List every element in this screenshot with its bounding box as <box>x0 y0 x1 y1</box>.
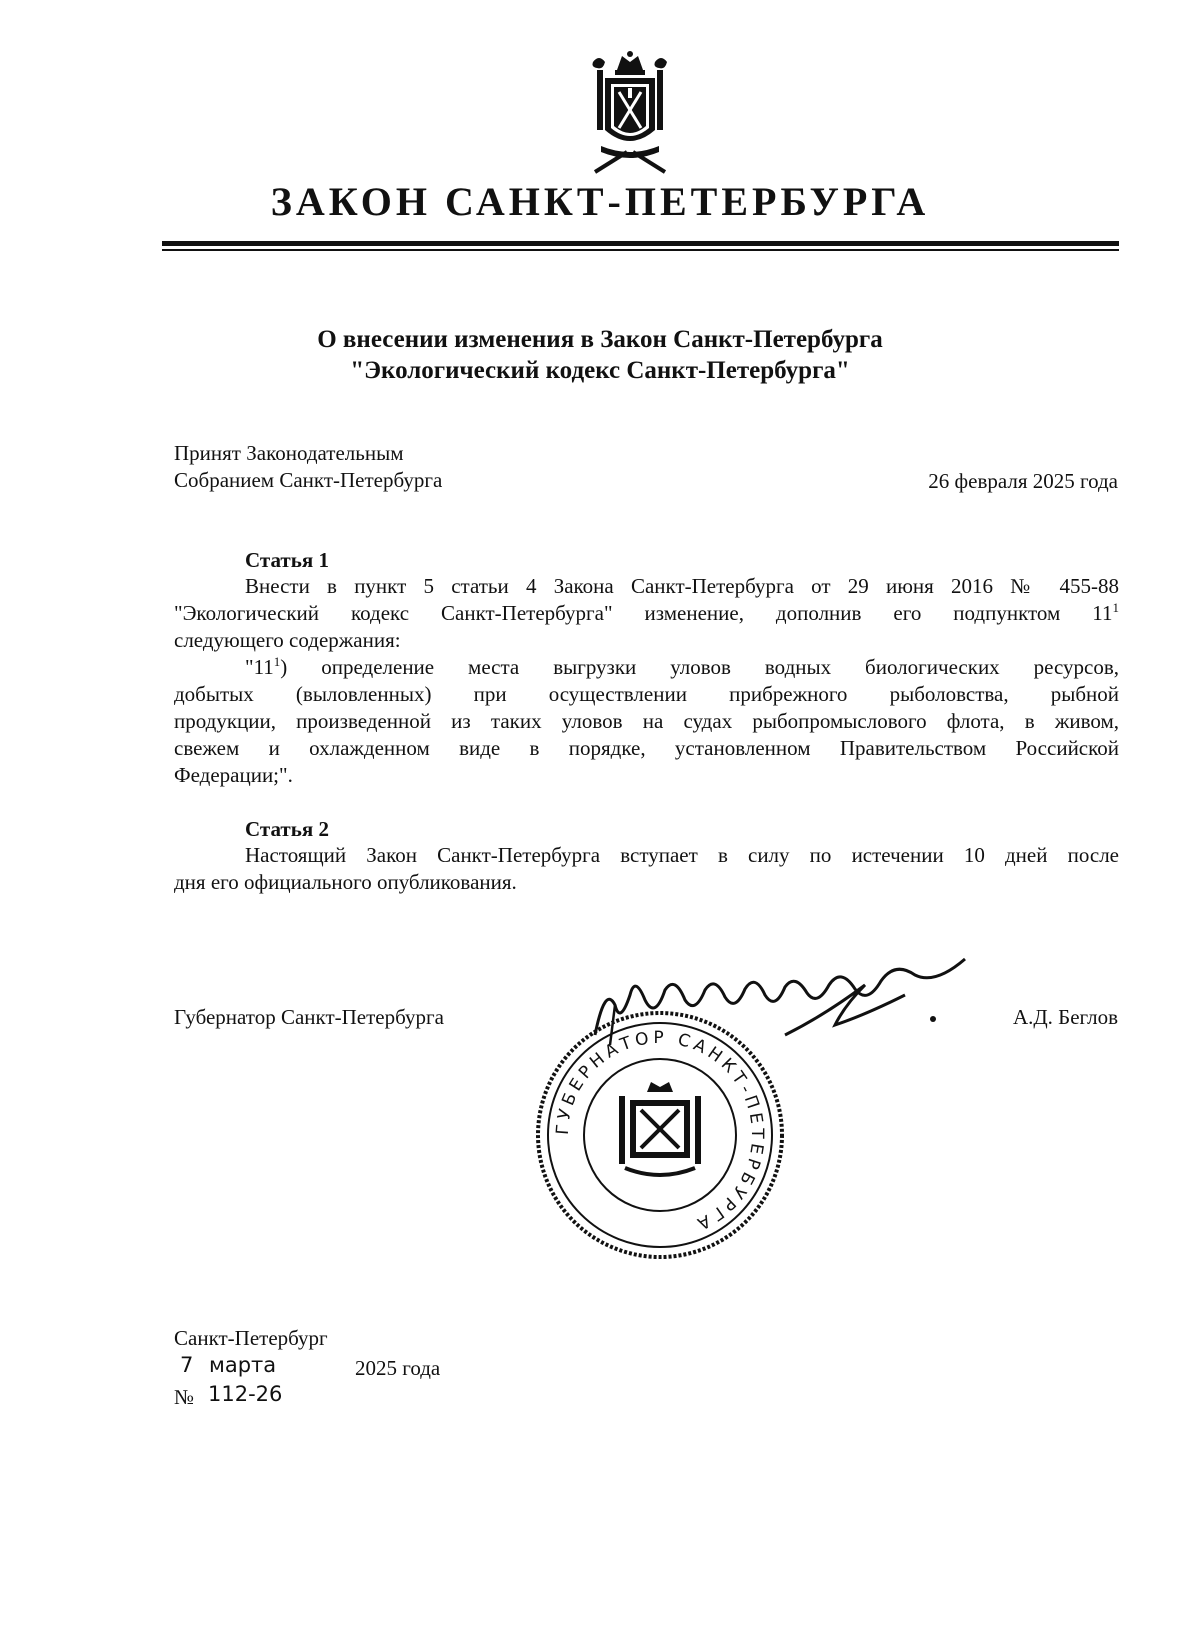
article-1-line-2 <box>174 600 1119 627</box>
article-1-quote-line-3: продукции, произведенной из таких уловов на судах рыбопромыслового флота, в живом, <box>174 709 1119 733</box>
adoption-body <box>174 440 442 494</box>
article-1-line-3: следующего содержания: <box>174 628 401 652</box>
adoption-line-1: Принят Законодательным <box>174 441 404 465</box>
document-month: марта <box>209 1353 277 1377</box>
article-1-body <box>174 573 1119 789</box>
signatory-position: Губернатор Санкт-Петербурга <box>174 1005 444 1029</box>
article-2-line-1: Настоящий Закон Санкт-Петербурга вступает в силу по истечении 10 дней после <box>245 843 1119 867</box>
article-1-quote-line-1 <box>174 654 1119 681</box>
article-1-quote-line-5: Федерации;". <box>174 763 293 787</box>
adoption-line-2: Собранием Санкт-Петербурга <box>174 468 443 492</box>
subject-line-2: "Экологический кодекс Санкт-Петербурга" <box>350 357 850 384</box>
title-rule-thin <box>162 249 1119 251</box>
law-title: ЗАКОН САНКТ-ПЕТЕРБУРГА <box>270 179 930 224</box>
article-1-line-2-text: "Экологический кодекс Санкт-Петербурга" изменение, дополнив его подпунктом 11 <box>174 601 1113 625</box>
quote-open: "11 <box>245 655 274 679</box>
article-2-line-2: дня его официального опубликования. <box>174 870 517 894</box>
title-rule-thick <box>162 241 1119 246</box>
article-1-heading: Статья 1 <box>245 548 329 572</box>
article-1-quote-line-2: добытых (выловленных) при осуществлении прибрежного рыболовства, рыбной <box>174 682 1119 706</box>
document-day: 7 <box>180 1353 194 1377</box>
article-2-body <box>174 842 1119 896</box>
seal-text: ГУБЕРНАТОР САНКТ-ПЕТЕРБУРГА <box>552 1027 768 1235</box>
coat-of-arms-emblem <box>575 48 685 178</box>
adoption-date: 26 февраля 2025 года <box>928 469 1118 493</box>
quote-rest: ) определение места выгрузки уловов водных биологических ресурсов, <box>280 655 1119 679</box>
quote-sup: 1 <box>273 654 281 669</box>
signatory-name: А.Д. Беглов <box>1012 1005 1118 1029</box>
article-1-line-1: Внести в пункт 5 статьи 4 Закона Санкт-Петербурга от 29 июня 2016 № 455-88 <box>245 574 1119 598</box>
document-year: 2025 года <box>355 1356 441 1380</box>
document-place: Санкт-Петербург <box>174 1326 328 1350</box>
document-number-sign: № <box>174 1385 195 1409</box>
subject-line-1: О внесении изменения в Закон Санкт-Петербурга <box>317 326 883 353</box>
official-seal <box>535 1010 785 1260</box>
article-1-line-2-sup: 1 <box>1112 600 1119 615</box>
article-2-heading: Статья 2 <box>245 817 329 841</box>
document-number: 112-26 <box>208 1382 283 1406</box>
article-1-quote-line-4: свежем и охлажденном виде в порядке, установленном Правительством Российской <box>174 736 1119 760</box>
